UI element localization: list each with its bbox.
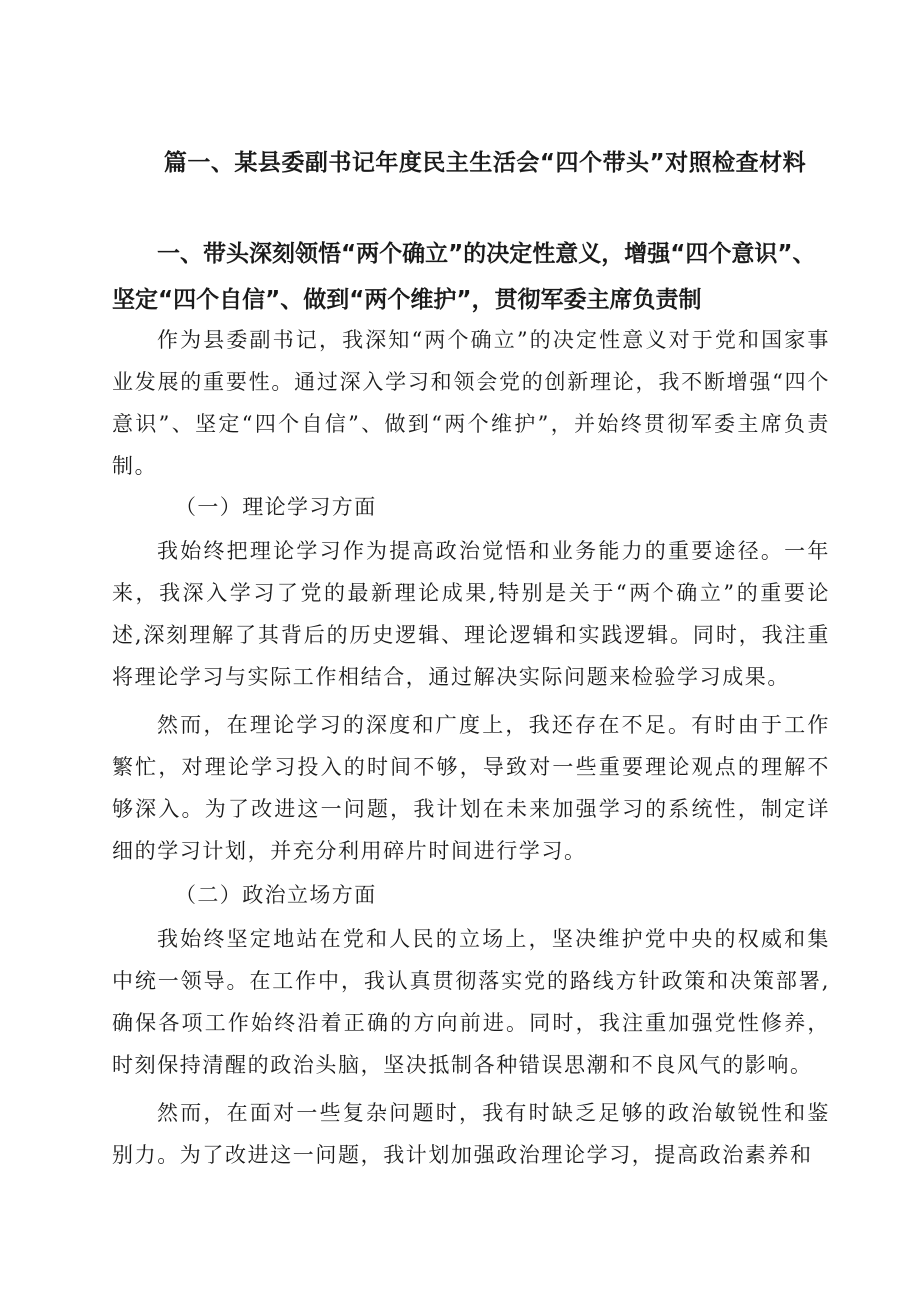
intro-paragraph: 作为县委副书记，我深知“两个确立”的决定性意义对于党和国家事业发展的重要性。通过深入学习和领会党的创新理论，我不断增强“四个意识”、坚定“四个自信”、做到“两个维护”，并始终贯彻军委主席负责制。 — [112, 328, 830, 478]
section-heading: 一、带头深刻领悟“两个确立”的决定性意义，增强“四个意识”、坚定“四个自信”、做到“两个维护”，贯彻军委主席负责制 — [112, 241, 816, 313]
politics-paragraph-1: 我始终坚定地站在党和人民的立场上，坚决维护党中央的权威和集中统一领导。在工作中，我认真贯彻落实党的路线方针政策和决策部署,确保各项工作始终沿着正确的方向前进。同时，我注重加强党性修养，时刻保持清醒的政治头脑，坚决抵制各种错误思潮和不良风气的影响。 — [112, 927, 830, 1077]
theory-paragraph-1: 我始终把理论学习作为提高政治觉悟和业务能力的重要途径。一年来，我深入学习了党的最新理论成果,特别是关于“两个确立”的重要论述,深刻理解了其背后的历史逻辑、理论逻辑和实践逻辑。同时，我注重将理论学习与实际工作相结合，通过解决实际问题来检验学习成果。 — [112, 539, 830, 689]
subsection-heading-theory: （一）理论学习方面 — [175, 495, 377, 519]
subsection-heading-politics: （二）政治立场方面 — [175, 883, 377, 907]
politics-paragraph-2: 然而，在面对一些复杂问题时，我有时缺乏足够的政治敏锐性和鉴别力。为了改进这一问题，我计划加强政治理论学习，提高政治素养和 — [112, 1101, 830, 1167]
document-title: 篇一、某县委副书记年度民主生活会“四个带头”对照检查材料 — [163, 150, 807, 176]
theory-paragraph-2: 然而，在理论学习的深度和广度上，我还存在不足。有时由于工作繁忙，对理论学习投入的时间不够，导致对一些重要理论观点的理解不够深入。为了改进这一问题，我计划在未来加强学习的系统性，制定详细的学习计划，并充分利用碎片时间进行学习。 — [112, 713, 830, 863]
